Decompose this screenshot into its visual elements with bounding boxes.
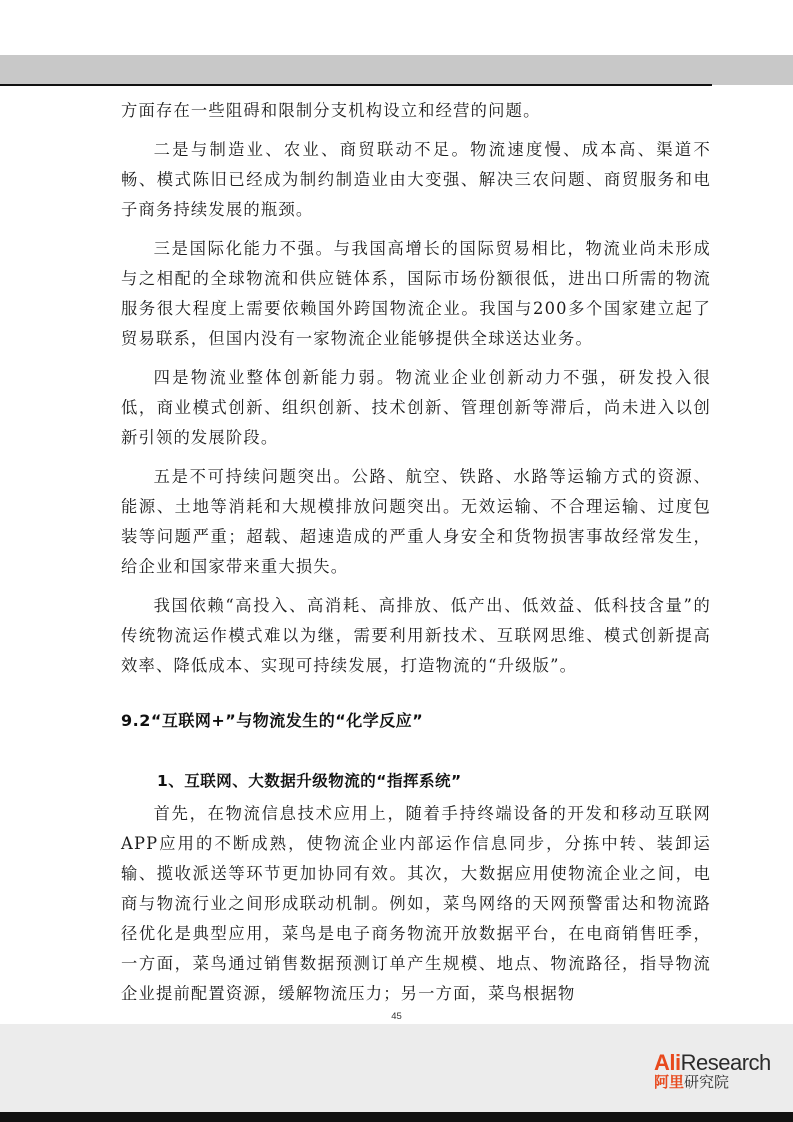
aliresearch-logo: [654, 1052, 793, 1091]
logo-chinese: [654, 1074, 793, 1091]
paragraph: 首先，在物流信息技术应用上，随着手持终端设备的开发和移动互联网APP应用的不断成熟，使物流企业内部运作信息同步，分拣中转、装卸运输、揽收派送等环节更加协同有效。其次，大数据应用使物流企业之间，电商与物流行业之间形成联动机制。例如，菜鸟网络的天网预警雷达和物流路径优化是典型应用，菜鸟是电子商务物流开放数据平台，在电商销售旺季，一方面，菜鸟通过销售数据预测订单产生规模、地点、物流路径，指导物流企业提前配置资源，缓解物流压力；另一方面，菜鸟根据物: [121, 804, 711, 1003]
paragraph: 我国依赖“高投入、高消耗、高排放、低产出、低效益、低科技含量”的传统物流运作模式难以为继，需要利用新技术、互联网思维、模式创新提高效率、降低成本、实现可持续发展，打造物流的“升级版”。: [121, 596, 711, 675]
footer-bottom-bar: [0, 1112, 793, 1122]
header-rule: [0, 84, 712, 86]
paragraph: 三是国际化能力不强。与我国高增长的国际贸易相比，物流业尚未形成与之相配的全球物流和供应链体系，国际市场份额很低，进出口所需的物流服务很大程度上需要依赖国外跨国物流企业。我国与200多个国家建立起了贸易联系，但国内没有一家物流企业能够提供全球送达业务。: [121, 239, 711, 348]
subsection-title: 1、互联网、大数据升级物流的“指挥系统”: [157, 772, 462, 790]
logo-ali-cn-text: 阿里: [654, 1073, 685, 1091]
logo-english: [654, 1052, 793, 1074]
section-title: 9.2“互联网+”与物流发生的“化学反应”: [121, 711, 424, 730]
paragraph: 五是不可持续问题突出。公路、航空、铁路、水路等运输方式的资源、能源、土地等消耗和大规模排放问题突出。无效运输、不合理运输、过度包装等问题严重；超载、超速造成的严重人身安全和货物损害事故经常发生，给企业和国家带来重大损失。: [121, 467, 711, 576]
page-number: 45: [391, 1011, 402, 1022]
page-content: [121, 96, 711, 1009]
logo-institute-text: 研究院: [684, 1073, 730, 1091]
logo-research-text: Research: [680, 1050, 771, 1075]
paragraph: 四是物流业整体创新能力弱。物流业企业创新动力不强，研发投入很低，商业模式创新、组织创新、技术创新、管理创新等滞后，尚未进入以创新引领的发展阶段。: [121, 368, 711, 447]
paragraph: 方面存在一些阻碍和限制分支机构设立和经营的问题。: [121, 101, 541, 120]
header-band: [0, 55, 793, 85]
paragraph: 二是与制造业、农业、商贸联动不足。物流速度慢、成本高、渠道不畅、模式陈旧已经成为制约制造业由大变强、解决三农问题、商贸服务和电子商务持续发展的瓶颈。: [121, 140, 711, 219]
logo-ali-text: Ali: [654, 1050, 681, 1075]
